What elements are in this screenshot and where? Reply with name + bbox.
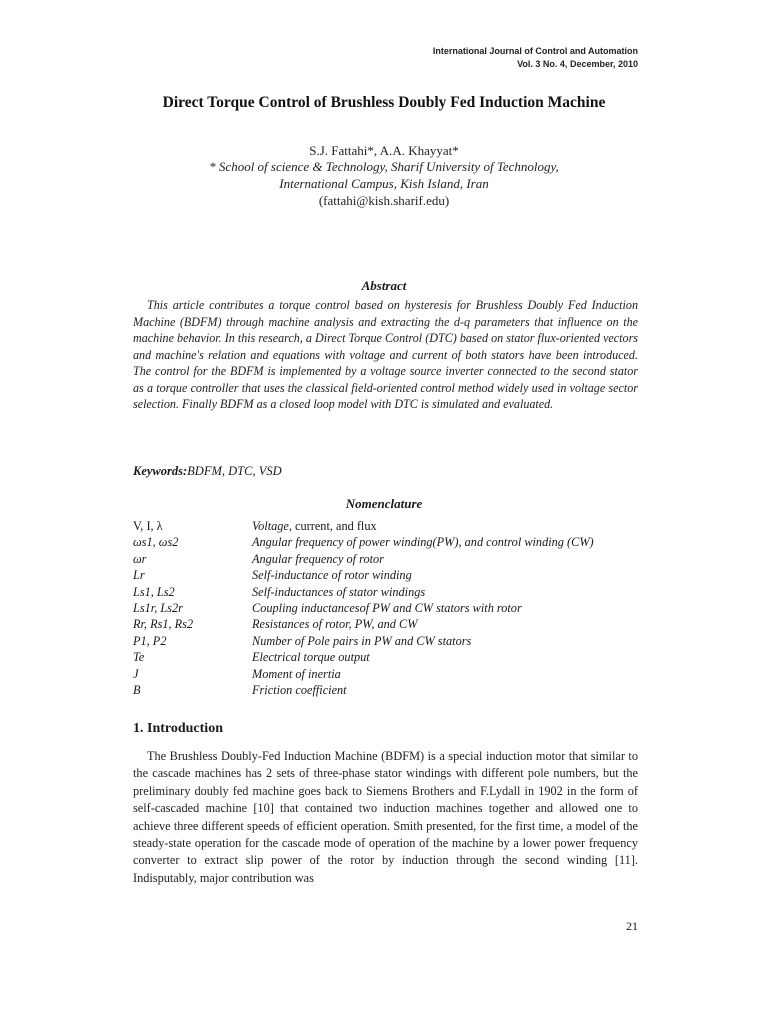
- nomenclature-description-text: Resistances of rotor, PW, and CW: [252, 617, 418, 632]
- keywords-value: BDFM, DTC, VSD: [187, 464, 282, 478]
- nomenclature-row: [133, 682, 653, 698]
- nomenclature-symbol: J: [133, 666, 139, 681]
- nomenclature-symbol: Te: [133, 650, 145, 665]
- nomenclature-description: [252, 633, 653, 649]
- nomenclature-description-text: Friction coefficient: [252, 683, 347, 698]
- nomenclature-description: [252, 682, 653, 698]
- nomenclature-heading: Nomenclature: [345, 496, 423, 511]
- nomenclature-description-suffix: , current, and flux: [288, 519, 377, 533]
- nomenclature-description: [252, 567, 653, 583]
- abstract-text: This article contributes a torque control based on hysteresis for Brushless Doubly Fed Induction Machine (BDFM) through machine analysis and extracting the d-q parameters that influence on the machine behavior. In this research, a Direct Torque Control (DTC) based on stator flux-oriented vectors and machine's relation and equations with voltage and current of both stators have been introduced. The control for the BDFM is implemented by a voltage source inverter connected to the second stator as a torque controller that uses the classical field-oriented control method widely used in voltage sector selection. Finally BDFM as a closed loop model with DTC is simulated and evaluated.: [133, 298, 638, 411]
- journal-name: International Journal of Control and Automation: [432, 46, 638, 56]
- abstract-heading: Abstract: [361, 278, 407, 293]
- nomenclature-description: [252, 616, 653, 632]
- nomenclature-description-text: Angular frequency of power winding(PW), and control winding (CW): [252, 535, 594, 550]
- nomenclature-symbol: Rr, Rs1, Rs2: [133, 617, 194, 632]
- nomenclature-table: [133, 518, 653, 698]
- nomenclature-description: [252, 534, 653, 550]
- nomenclature-description: [252, 584, 653, 600]
- nomenclature-row: [133, 666, 653, 682]
- nomenclature-description: [252, 551, 653, 567]
- nomenclature-symbol: ωr: [133, 551, 147, 566]
- journal-issue: Vol. 3 No. 4, December, 2010: [517, 59, 638, 69]
- nomenclature-description: [252, 666, 653, 682]
- keywords-label: Keywords:: [133, 464, 188, 478]
- nomenclature-description-text: Angular frequency of rotor: [252, 551, 384, 566]
- nomenclature-row: [133, 534, 653, 550]
- page-number: 21: [626, 919, 638, 933]
- nomenclature-description-text: Moment of inertia: [252, 666, 341, 681]
- introduction-text: The Brushless Doubly-Fed Induction Machine (BDFM) is a special induction motor that similar to the cascade machines has 2 sets of three-phase stator windings with different pole numbers, but the preliminary doubly fed machine goes back to Siemens Brothers and F.Lydall in 1902 in the form of self-cascaded machine [10] that contained two induction machines together and allowed one to achieve three different speeds of efficient operation. Smith presented, for the first time, a model of the steady-state operation for the cascade mode of operation of the machine by a lower power frequency converter to extract slip power of the rotor by induction through the second winding [11]. Indisputably, major contribution was: [133, 749, 638, 885]
- author-email[interactable]: (fattahi@kish.sharif.edu): [318, 193, 450, 208]
- nomenclature-description-text: Self-inductance of rotor winding: [252, 568, 412, 583]
- nomenclature-symbol: V, I, λ: [133, 519, 163, 533]
- nomenclature-symbol: B: [133, 683, 141, 698]
- authors: S.J. Fattahi*, A.A. Khayyat*: [309, 143, 459, 158]
- section-heading-introduction: 1. Introduction: [133, 721, 223, 736]
- nomenclature-description: [252, 649, 653, 665]
- nomenclature-description: [252, 600, 653, 616]
- nomenclature-row: [133, 584, 653, 600]
- nomenclature-description-text: Self-inductances of stator windings: [252, 584, 426, 599]
- nomenclature-symbol: Lr: [133, 568, 145, 583]
- nomenclature-symbol: Ls1r, Ls2r: [133, 601, 183, 616]
- nomenclature-row: [133, 600, 653, 616]
- affiliation-line-1: * School of science & Technology, Sharif University of Technology,: [209, 159, 559, 174]
- nomenclature-symbol: Ls1, Ls2: [133, 584, 175, 599]
- nomenclature-row: [133, 649, 653, 665]
- paper-title: Direct Torque Control of Brushless Doubly Fed Induction Machine: [162, 94, 606, 111]
- nomenclature-description-text: Coupling inductancesof PW and CW stators with rotor: [252, 601, 522, 616]
- nomenclature-row: [133, 633, 653, 649]
- nomenclature-description: [252, 518, 653, 534]
- nomenclature-row: [133, 518, 653, 534]
- nomenclature-description-text: Number of Pole pairs in PW and CW stators: [252, 633, 472, 648]
- nomenclature-description-text: Electrical torque output: [252, 650, 370, 665]
- keywords: [133, 464, 282, 479]
- nomenclature-row: [133, 616, 653, 632]
- nomenclature-symbol: ωs1, ωs2: [133, 535, 179, 550]
- nomenclature-description-text: Voltage: [252, 519, 289, 533]
- nomenclature-row: [133, 551, 653, 567]
- nomenclature-symbol: P1, P2: [133, 633, 167, 648]
- affiliation-line-2: International Campus, Kish Island, Iran: [279, 176, 489, 191]
- nomenclature-row: [133, 567, 653, 583]
